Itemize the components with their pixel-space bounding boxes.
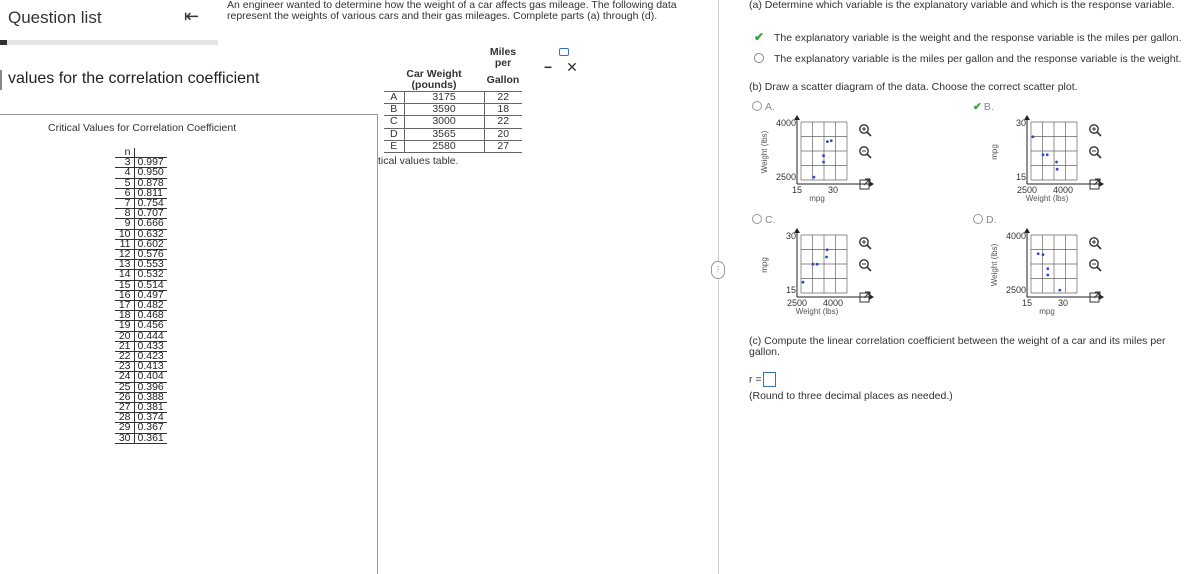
plot-canvas (979, 231, 1179, 331)
critical-values-table (115, 148, 167, 444)
table-row (384, 92, 522, 104)
n-cell: 16 (115, 290, 134, 300)
critical-value-cell: 0.396 (134, 382, 167, 392)
n-cell: 12 (115, 250, 134, 260)
scatter-point (1042, 153, 1045, 156)
plot-option-a[interactable] (752, 101, 775, 113)
n-cell: 17 (115, 301, 134, 311)
n-cell: 18 (115, 311, 134, 321)
problem-text: An engineer wanted to determine how the weight of a car affects gas mileage. The following data represent the weights of various cars and their gas mileages. Complete parts (a) through (d). (227, 0, 677, 22)
zoom-in-icon[interactable] (860, 125, 871, 136)
critical-value-cell: 0.576 (134, 250, 167, 260)
car-cell: B (384, 104, 404, 116)
plot-option-c-label: C. (765, 214, 776, 226)
copy-table-icon[interactable] (559, 48, 569, 56)
critical-value-cell: 0.468 (134, 311, 167, 321)
scatter-point (1042, 253, 1045, 256)
n-cell: 30 (115, 433, 134, 443)
collapse-panel-icon[interactable]: ⇤ (184, 6, 200, 26)
n-cell: 26 (115, 392, 134, 402)
plot-option-d-label: D. (986, 214, 997, 226)
y-axis-label: Weight (lbs) (990, 243, 999, 287)
n-cell: 8 (115, 209, 134, 219)
minimize-button[interactable]: − (544, 59, 553, 75)
scatter-point (1037, 252, 1040, 255)
x-axis-label: Weight (lbs) (1025, 194, 1069, 203)
zoom-in-icon[interactable] (1090, 125, 1101, 136)
plot-canvas (749, 231, 949, 331)
n-cell: 13 (115, 260, 134, 270)
radio-icon (754, 53, 764, 63)
zoom-out-icon[interactable] (1090, 147, 1101, 158)
r-input[interactable] (763, 372, 776, 387)
critical-value-cell: 0.602 (134, 239, 167, 249)
answer-pane (749, 0, 1200, 574)
y-tick-label: 4000 (775, 118, 796, 128)
scatter-plot-b (979, 118, 1179, 218)
scatter-point (1046, 267, 1049, 270)
scatter-point (1055, 161, 1058, 164)
check-icon: ✔ (973, 101, 982, 113)
table-row (384, 140, 522, 152)
critical-value-cell: 0.367 (134, 423, 167, 433)
radio-icon (752, 101, 762, 111)
mpg-header-top: Miles per (489, 46, 517, 69)
rounding-note: (Round to three decimal places as needed.) (749, 390, 953, 402)
scatter-point (825, 256, 828, 259)
mpg-cell: 27 (484, 140, 522, 152)
scatter-point (813, 176, 816, 179)
n-cell: 6 (115, 188, 134, 198)
y-axis-label: mpg (990, 144, 999, 160)
progress-bar (0, 40, 218, 45)
check-icon: ✔ (754, 30, 765, 44)
car-cell: D (384, 128, 404, 140)
splitter-handle-icon[interactable]: ⋮ (711, 261, 725, 279)
y-tick-label: 4000 (1005, 231, 1026, 241)
zoom-in-icon[interactable] (1090, 238, 1101, 249)
n-cell: 20 (115, 331, 134, 341)
critical-value-cell: 0.553 (134, 260, 167, 270)
n-cell: 21 (115, 341, 134, 351)
table-row (384, 116, 522, 128)
scatter-point (1046, 153, 1049, 156)
y-tick-label: 2500 (1005, 285, 1026, 295)
weight-cell: 2580 (404, 140, 484, 152)
n-cell: 27 (115, 403, 134, 413)
left-accent-bar (0, 70, 2, 90)
scatter-point (816, 263, 819, 266)
n-cell: 22 (115, 352, 134, 362)
n-cell: 9 (115, 219, 134, 229)
n-cell: 24 (115, 372, 134, 382)
car-cell: C (384, 116, 404, 128)
y-tick-label: 15 (1015, 172, 1026, 182)
plot-option-b-label: B. (983, 101, 994, 113)
part-c-question: (c) Compute the linear correlation coefficient between the weight of a car and its miles per gallon. (749, 335, 1166, 358)
pane-splitter[interactable] (718, 0, 719, 574)
part-b-question: (b) Draw a scatter diagram of the data. Choose the correct scatter plot. (749, 81, 1078, 93)
critical-value-cell: 0.456 (134, 321, 167, 331)
y-tick-label: 15 (785, 285, 796, 295)
x-axis-label: mpg (809, 194, 825, 203)
r-answer-line (749, 372, 776, 387)
data-table (384, 47, 522, 153)
car-weight-header: Car Weight (pounds) (384, 69, 484, 92)
x-tick-label: 2500 (786, 298, 808, 308)
critical-value-cell: 0.632 (134, 229, 167, 239)
x-tick-label: 15 (1021, 298, 1033, 308)
car-cell: A (384, 92, 404, 104)
critical-value-cell: 0.433 (134, 341, 167, 351)
zoom-out-icon[interactable] (860, 147, 871, 158)
critical-table-note: tical values table. (378, 155, 459, 167)
scatter-point (812, 263, 815, 266)
plot-canvas (979, 118, 1179, 218)
weight-cell: 3175 (404, 92, 484, 104)
critical-value-cell: 0.497 (134, 290, 167, 300)
scatter-point (1046, 274, 1049, 277)
scatter-point (1032, 135, 1035, 138)
zoom-out-icon[interactable] (860, 260, 871, 271)
critical-value-cell: 0.423 (134, 352, 167, 362)
zoom-in-icon[interactable] (860, 238, 871, 249)
part-a-option-2-label: The explanatory variable is the miles per gallon and the response variable is the weight. (774, 53, 1182, 65)
x-axis-label: mpg (1039, 307, 1055, 316)
x-tick-label: 30 (827, 185, 839, 195)
weight-cell: 3590 (404, 104, 484, 116)
y-tick-label: 2500 (775, 172, 796, 182)
n-cell: 14 (115, 270, 134, 280)
table-row (384, 128, 522, 140)
x-tick-label: 4000 (1052, 185, 1074, 195)
n-cell: 4 (115, 168, 134, 178)
critical-value-cell: 0.754 (134, 199, 167, 209)
r-label: r = (749, 373, 762, 386)
scatter-point (830, 139, 833, 142)
mpg-cell: 18 (484, 104, 522, 116)
part-a-option-1[interactable] (754, 32, 1181, 44)
zoom-out-icon[interactable] (1090, 260, 1101, 271)
y-tick-label: 30 (785, 231, 796, 241)
table-row (115, 433, 167, 443)
scatter-plot-d (979, 231, 1179, 331)
x-tick-label: 30 (1057, 298, 1069, 308)
critical-value-cell: 0.388 (134, 392, 167, 402)
scatter-plot-c (749, 231, 949, 331)
table-controls (544, 59, 578, 76)
n-cell: 15 (115, 280, 134, 290)
n-cell: 29 (115, 423, 134, 433)
n-cell: 5 (115, 178, 134, 188)
n-cell: 23 (115, 362, 134, 372)
critical-value-cell: 0.811 (134, 188, 167, 198)
x-tick-label: 2500 (1016, 185, 1038, 195)
mpg-cell: 22 (484, 92, 522, 104)
critical-value-cell: 0.666 (134, 219, 167, 229)
plot-canvas (749, 118, 949, 218)
question-list-header (0, 0, 218, 40)
critical-value-cell: 0.950 (134, 168, 167, 178)
car-cell: E (384, 140, 404, 152)
critical-value-cell: 0.997 (134, 158, 167, 168)
scatter-point (1056, 168, 1059, 171)
weight-cell: 3565 (404, 128, 484, 140)
critical-value-cell: 0.707 (134, 209, 167, 219)
n-cell: 3 (115, 158, 134, 168)
part-a-option-2[interactable] (754, 53, 1181, 65)
plot-option-b[interactable] (973, 101, 994, 113)
critical-value-cell: 0.878 (134, 178, 167, 188)
mpg-cell: 20 (484, 128, 522, 140)
scatter-point (1058, 289, 1061, 292)
mpg-header: Gallon (484, 69, 522, 92)
table-row (384, 104, 522, 116)
n-cell: 19 (115, 321, 134, 331)
mpg-cell: 22 (484, 116, 522, 128)
n-header: n (115, 148, 134, 158)
critical-value-cell: 0.404 (134, 372, 167, 382)
critical-value-cell: 0.444 (134, 331, 167, 341)
scatter-point (822, 161, 825, 164)
part-a-option-1-label: The explanatory variable is the weight and the response variable is the miles per gallon. (774, 32, 1182, 44)
close-button[interactable]: ✕ (566, 59, 578, 75)
y-axis-label: Weight (lbs) (760, 130, 769, 174)
weight-cell: 3000 (404, 116, 484, 128)
critical-value-cell: 0.482 (134, 301, 167, 311)
scatter-point (826, 140, 829, 143)
part-a-question: (a) Determine which variable is the explanatory variable and which is the response variable. (749, 0, 1175, 11)
y-axis-label: mpg (760, 257, 769, 273)
scatter-point (826, 248, 829, 251)
scatter-plot-a (749, 118, 949, 218)
n-cell: 28 (115, 413, 134, 423)
n-cell: 10 (115, 229, 134, 239)
scatter-point (802, 281, 805, 284)
y-tick-label: 30 (1015, 118, 1026, 128)
critical-value-cell: 0.381 (134, 403, 167, 413)
critical-value-cell: 0.413 (134, 362, 167, 372)
critical-value-cell: 0.532 (134, 270, 167, 280)
n-cell: 25 (115, 382, 134, 392)
left-section-title: values for the correlation coefficient (8, 70, 260, 87)
question-list-title: Question list (8, 8, 102, 27)
x-tick-label: 4000 (822, 298, 844, 308)
n-cell: 11 (115, 239, 134, 249)
n-cell: 7 (115, 199, 134, 209)
plot-option-a-label: A. (765, 101, 775, 113)
critical-value-cell: 0.361 (134, 433, 167, 443)
x-axis-label: Weight (lbs) (795, 307, 839, 316)
progress-fill (0, 40, 7, 45)
critical-value-cell: 0.514 (134, 280, 167, 290)
x-tick-label: 15 (791, 185, 803, 195)
critical-value-cell: 0.374 (134, 413, 167, 423)
scatter-point (822, 154, 825, 157)
critical-values-title: Critical Values for Correlation Coefficient (48, 122, 237, 134)
